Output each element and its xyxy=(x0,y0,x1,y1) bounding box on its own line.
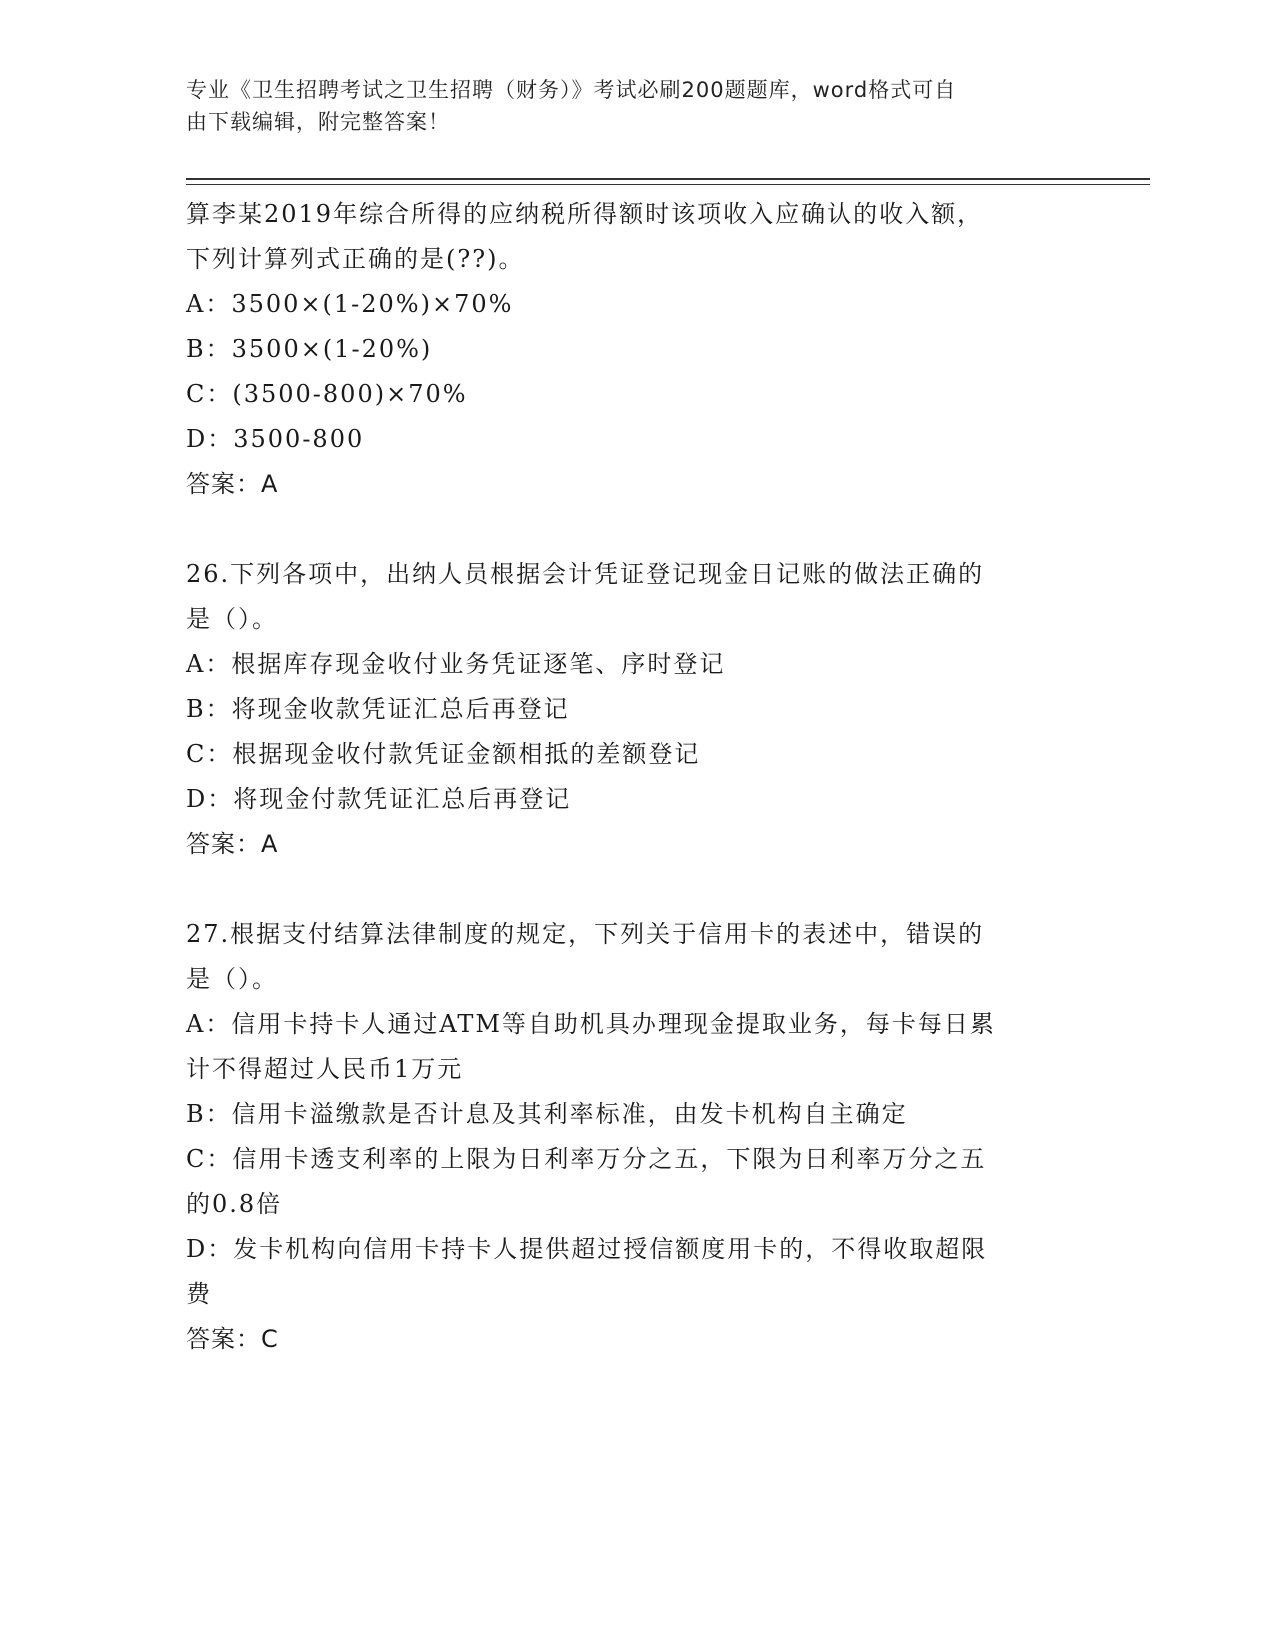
spacer xyxy=(186,867,1076,912)
option-b: B：信用卡溢缴款是否计息及其利率标准，由发卡机构自主确定 xyxy=(186,1100,908,1128)
answer-line: 答案：C xyxy=(186,1325,279,1353)
header-line-2: 由下载编辑，附完整答案！ xyxy=(186,110,450,134)
option-d: 费 xyxy=(186,1280,212,1308)
document-header xyxy=(186,74,1076,138)
option-a: A：3500×(1-20%)×70% xyxy=(186,290,514,318)
answer-line: 答案：A xyxy=(186,470,279,498)
question-stem: 27.根据支付结算法律制度的规定，下列关于信用卡的表述中，错误的 xyxy=(186,920,985,948)
question-stem: 算李某2019年综合所得的应纳税所得额时该项收入应确认的收入额， xyxy=(186,200,984,228)
question-stem: 是（）。 xyxy=(186,965,278,993)
option-b: B：将现金收款凭证汇总后再登记 xyxy=(186,695,570,723)
option-a: 计不得超过人民币1万元 xyxy=(186,1055,464,1083)
option-d: D：3500-800 xyxy=(186,425,365,453)
option-b: B：3500×(1-20%) xyxy=(186,335,433,363)
question-list xyxy=(186,192,1076,1362)
question-26 xyxy=(186,552,1076,867)
option-d: D：发卡机构向信用卡持卡人提供超过授信额度用卡的，不得收取超限 xyxy=(186,1235,988,1263)
question-stem: 26.下列各项中，出纳人员根据会计凭证登记现金日记账的做法正确的 xyxy=(186,560,985,588)
header-rule-thick xyxy=(186,178,1150,180)
header-line-1: 专业《卫生招聘考试之卫生招聘（财务）》考试必刷200题题库，word格式可自 xyxy=(186,78,957,102)
spacer xyxy=(186,507,1076,552)
option-c: C：(3500-800)×70% xyxy=(186,380,468,408)
question-25 xyxy=(186,192,1076,507)
question-stem: 下列计算列式正确的是(??)。 xyxy=(186,245,525,273)
question-stem: 是（）。 xyxy=(186,605,278,633)
option-c: 的0.8倍 xyxy=(186,1190,283,1218)
option-c: C：根据现金收付款凭证金额相抵的差额登记 xyxy=(186,740,701,768)
option-a: A：信用卡持卡人通过ATM等自助机具办理现金提取业务，每卡每日累 xyxy=(186,1010,996,1038)
option-a: A：根据库存现金收付业务凭证逐笔、序时登记 xyxy=(186,650,726,678)
option-c: C：信用卡透支利率的上限为日利率万分之五，下限为日利率万分之五 xyxy=(186,1145,987,1173)
header-rule-thin xyxy=(186,184,1150,185)
option-d: D：将现金付款凭证汇总后再登记 xyxy=(186,785,572,813)
question-27 xyxy=(186,912,1076,1362)
answer-line: 答案：A xyxy=(186,830,279,858)
